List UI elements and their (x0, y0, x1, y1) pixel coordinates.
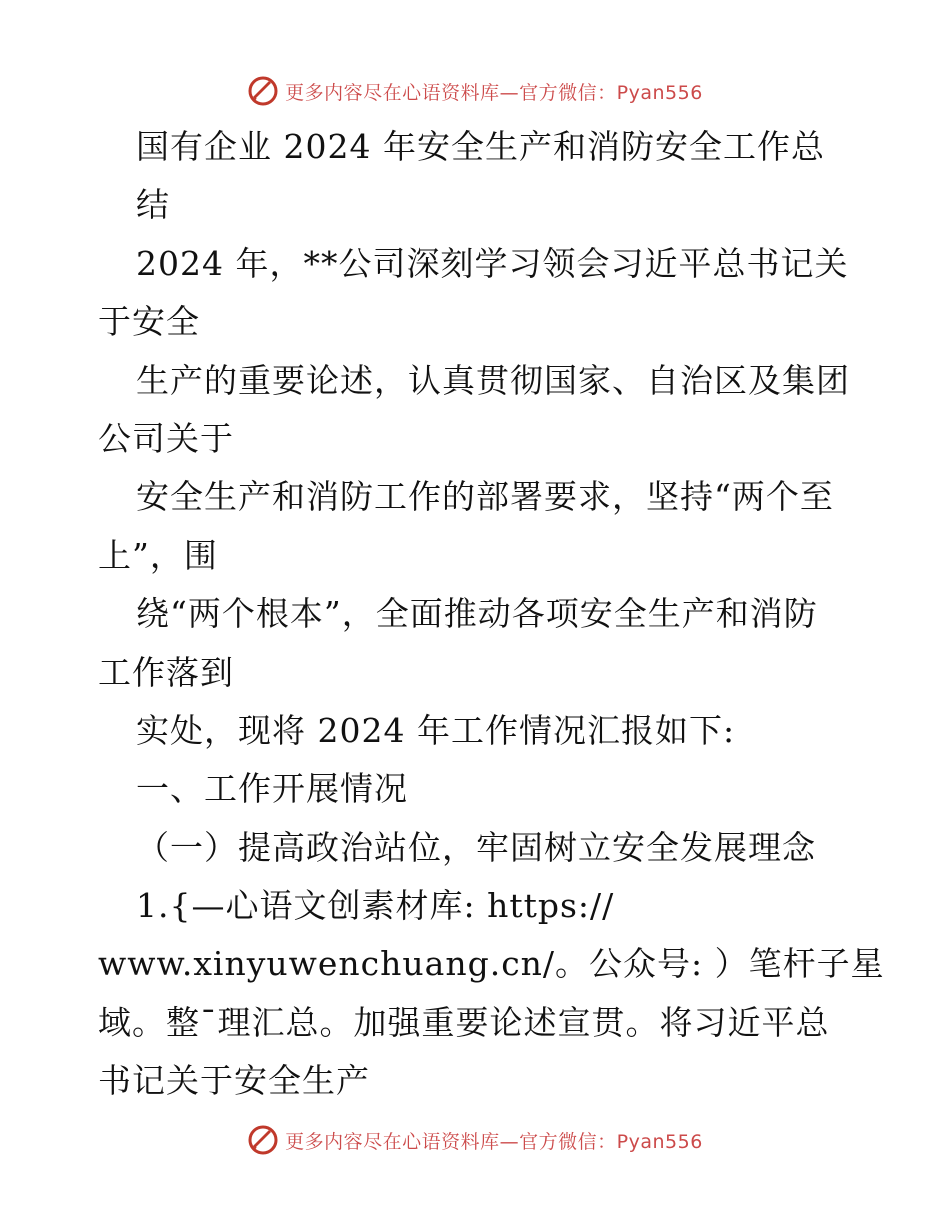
text-line: 公司关于 (98, 418, 234, 458)
text-line: 国有企业 2024 年安全生产和消防安全工作总 (136, 127, 825, 166)
text-line: www.xinyuwenchuang.cn/。公众号: ）笔杆子星 (98, 944, 885, 984)
text-line: 2024 年，**公司深刻学习领会习近平总书记关 (136, 243, 849, 283)
text-line: 结 (136, 185, 170, 225)
text-line: 生产的重要论述，认真贯彻国家、自治区及集团 (136, 360, 850, 400)
watermark-text: 更多内容尽在心语资料库—官方微信：Pyan556 (285, 1130, 703, 1153)
watermark-text: 更多内容尽在心语资料库—官方微信：Pyan556 (285, 81, 703, 104)
quill-seal-icon (247, 75, 279, 107)
text-line: 上”，围 (98, 535, 218, 575)
text-line: （一）提高政治站位，牢固树立安全发展理念 (136, 827, 816, 867)
text-line: 域。整¯理汇总。加强重要论述宣贯。将习近平总 (98, 1002, 830, 1042)
footer-watermark (0, 1120, 950, 1160)
header-watermark (0, 71, 950, 111)
text-line: 安全生产和消防工作的部署要求，坚持“两个至 (136, 477, 834, 517)
text-line: 绕“两个根本”，全面推动各项安全生产和消防 (136, 594, 818, 634)
quill-seal-icon (247, 1124, 279, 1156)
document-body (98, 118, 885, 1111)
text-line: 书记关于安全生产 (98, 1061, 370, 1101)
text-line: 一、工作开展情况 (136, 769, 408, 809)
text-line: 1.{—心语文创素材库: https:// (136, 886, 615, 926)
text-line: 于安全 (98, 302, 200, 342)
text-line: 实处，现将 2024 年工作情况汇报如下: (136, 710, 736, 750)
text-line: 工作落到 (98, 652, 234, 692)
